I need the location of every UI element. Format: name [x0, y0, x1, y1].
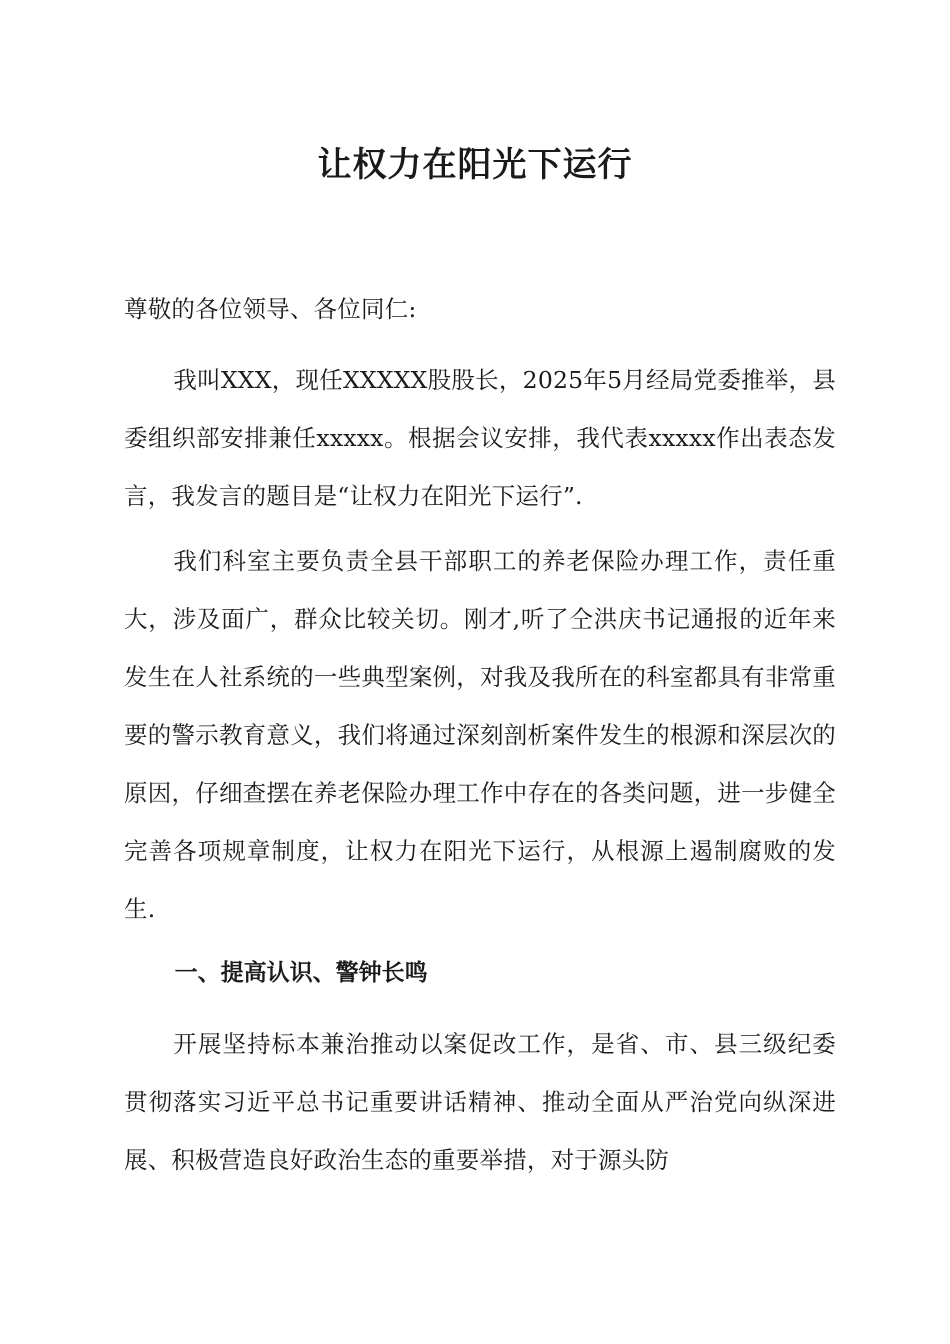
section-heading: 一、提高认识、警钟长鸣: [174, 960, 428, 986]
paragraph-section-one: 开展坚持标本兼治推动以案促改工作，是省、市、县三级纪委贯彻落实习近平总书记重要讲话精神、推动全面从严治党向纵深进展、积极营造良好政治生态的重要举措，对于源头防: [124, 1030, 836, 1174]
document-title: 让权力在阳光下运行: [317, 145, 633, 185]
paragraph-responsibility: 我们科室主要负责全县干部职工的养老保险办理工作，责任重大，涉及面广，群众比较关切。刚才,听了仝洪庆书记通报的近年来发生在人社系统的一些典型案例，对我及我所在的科室都具有非常重要的警示教育意义，我们将通过深刻剖析案件发生的根源和深层次的原因，仔细查摆在养老保险办理工作中存在的各类问题，进一步健全完善各项规章制度，让权力在阳光下运行，从根源上遏制腐败的发生.: [124, 547, 836, 923]
salutation: 尊敬的各位领导、各位同仁:: [124, 295, 417, 323]
paragraph-introduction: 我叫XXX，现任XXXXX股股长，2025年5月经局党委推举，县委组织部安排兼任xxxxx。根据会议安排，我代表xxxxx作出表态发言，我发言的题目是“让权力在阳光下运行”.: [124, 366, 836, 510]
